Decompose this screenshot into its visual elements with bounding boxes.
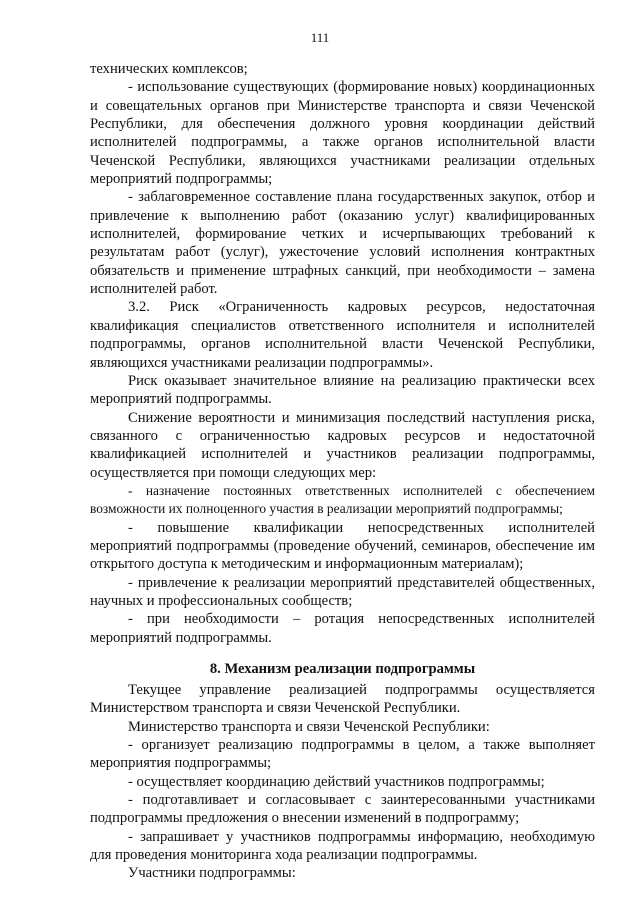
paragraph: Министерство транспорта и связи Чеченской Республики:: [128, 718, 490, 735]
paragraph: 3.2. Риск «Ограниченность кадровых ресурсов, недостаточная квалификация специалистов ответственного исполнителя и исполнителей подпрограммы, органов исполнительной власти Чеченской Республики, являющихся участниками реализации подпрограммы».: [90, 299, 595, 371]
paragraph: - назначение постоянных ответственных исполнителей с обеспечением возможности их полноценного участия в реализации мероприятий подпрограммы;: [90, 482, 595, 517]
paragraph: Снижение вероятности и минимизация последствий наступления риска, связанного с ограниченностью кадровых ресурсов и недостаточной квалификацией исполнителей и участников реализации подпрограммы, осуществляется при помощи следующих мер:: [90, 409, 595, 481]
paragraph: - организует реализацию подпрограммы в целом, а также выполняет мероприятия подпрограммы;: [90, 737, 595, 772]
paragraph: - запрашивает у участников подпрограммы информацию, необходимую для проведения мониторинга хода реализации подпрограммы.: [90, 828, 595, 864]
document-body: [90, 60, 595, 883]
paragraph: - подготавливает и согласовывает с заинтересованными участниками подпрограммы предложения о внесении изменений в подпрограмму;: [90, 792, 595, 827]
paragraph: Риск оказывает значительное влияние на реализацию практически всех мероприятий подпрограммы.: [90, 372, 595, 408]
paragraph: - использование существующих (формирование новых) координационных и совещательных органов при Министерстве транспорта и связи Чеченской Республики, для обеспечения должного уровня координации действий исполнителей подпрограммы, а также органов исполнительной власти Чеченской Республики, являющихся участниками реализации отдельных мероприятий подпрограммы;: [90, 79, 595, 188]
paragraph: - осуществляет координацию действий участников подпрограммы;: [128, 773, 545, 790]
section-heading: 8. Механизм реализации подпрограммы: [209, 661, 476, 677]
paragraph: - привлечение к реализации мероприятий представителей общественных, научных и профессиональных сообществ;: [90, 574, 595, 609]
paragraph: - заблаговременное составление плана государственных закупок, отбор и привлечение к выполнению работ (оказанию услуг) квалифицированных исполнителей, формирование четких и исчерпывающих требований к результатам работ (услуг), ужесточение условий исполнения контрактных обязательств и применение штрафных санкций, при необходимости – замена исполнителей работ.: [90, 189, 595, 298]
paragraph: - при необходимости – ротация непосредственных исполнителей мероприятий подпрограммы.: [90, 611, 595, 646]
paragraph: Текущее управление реализацией подпрограммы осуществляется Министерством транспорта и связи Чеченской Республики.: [90, 682, 595, 717]
paragraph: Участники подпрограммы:: [128, 865, 296, 882]
paragraph: - повышение квалификации непосредственных исполнителей мероприятий подпрограммы (проведение обучений, семинаров, обеспечение им открытого доступа к методическим и информационным материалам);: [90, 519, 595, 573]
paragraphs-after: [90, 681, 595, 883]
paragraphs-before: [90, 60, 595, 647]
paragraph: технических комплексов;: [90, 61, 248, 77]
page-number: 111: [310, 30, 330, 45]
